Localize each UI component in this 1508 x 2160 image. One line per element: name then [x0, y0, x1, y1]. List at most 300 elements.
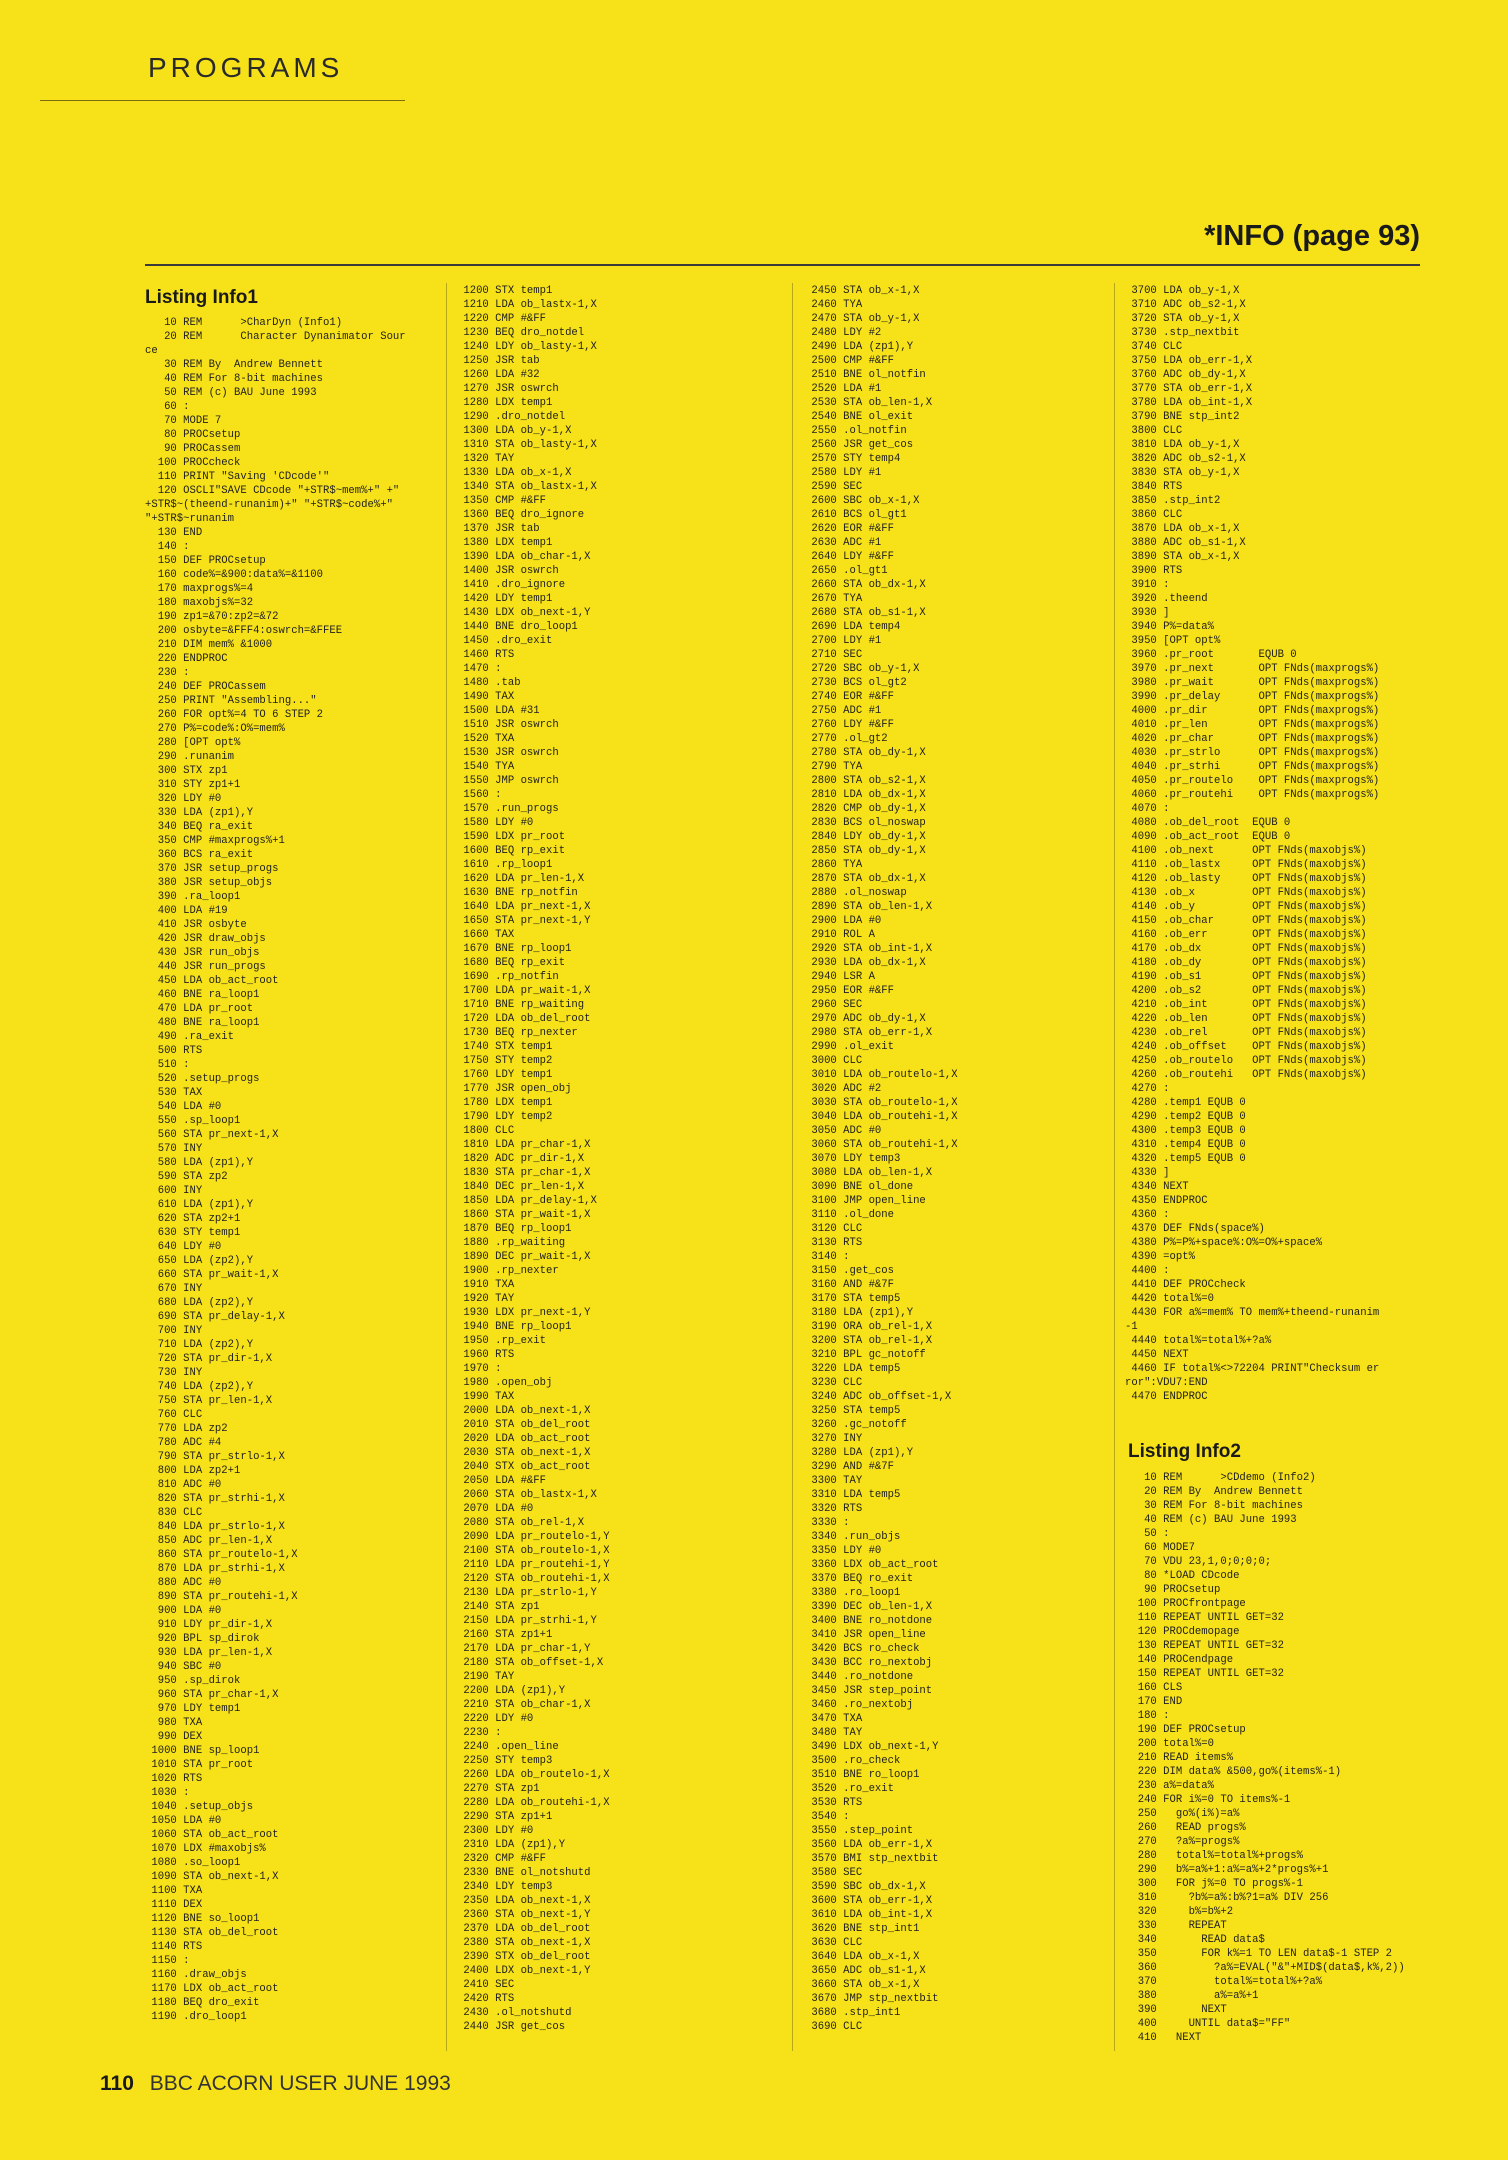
code-line: 4300 .temp3 EQUB 0	[1125, 1125, 1246, 1137]
code-line: 3820 ADC ob_s2-1,X	[1125, 453, 1246, 465]
code-line: 1490 TAX	[457, 691, 515, 703]
code-line: 4000 .pr_dir OPT FNds(maxprogs%)	[1125, 705, 1380, 717]
code-line: 4080 .ob_del_root EQUB 0	[1125, 817, 1291, 829]
code-line: 100 PROCcheck	[145, 457, 241, 469]
code-line: 1710 BNE rp_waiting	[457, 999, 585, 1011]
code-line: 2270 STA zp1	[457, 1783, 540, 1795]
code-line: 760 CLC	[145, 1409, 203, 1421]
listing1-title: Listing Info1	[145, 287, 258, 308]
code-line: 1900 .rp_nexter	[457, 1265, 559, 1277]
code-line: 120 OSCLI"SAVE CDcode "+STR$~mem%+" +"	[145, 485, 400, 497]
code-line: 350 CMP #maxprogs%+1	[145, 835, 285, 847]
code-line: 1030 :	[145, 1787, 190, 1799]
code-line: 1020 RTS	[145, 1773, 203, 1785]
code-line: 710 LDA (zp2),Y	[145, 1339, 254, 1351]
code-line: 3710 ADC ob_s2-1,X	[1125, 299, 1246, 311]
code-line: 700 INY	[145, 1325, 203, 1337]
code-line: 540 LDA #0	[145, 1101, 222, 1113]
code-line: 1800 CLC	[457, 1125, 515, 1137]
code-line: 970 LDY temp1	[145, 1703, 241, 1715]
code-line: 3610 LDA ob_int-1,X	[805, 1909, 933, 1921]
code-line: 4110 .ob_lastx OPT FNds(maxobjs%)	[1125, 859, 1367, 871]
code-line: 1960 RTS	[457, 1349, 515, 1361]
code-line: 30 REM By Andrew Bennett	[145, 359, 324, 371]
code-line: 230 a%=data%	[1125, 1780, 1215, 1792]
code-line: 1200 STX temp1	[457, 285, 553, 297]
code-line: 2900 LDA #0	[805, 915, 882, 927]
code-line: 1670 BNE rp_loop1	[457, 943, 572, 955]
code-line: 10 REM >CharDyn (Info1)	[145, 317, 343, 329]
code-line: 860 STA pr_routelo-1,X	[145, 1549, 298, 1561]
code-line: 720 STA pr_dir-1,X	[145, 1353, 273, 1365]
code-line: 3470 TXA	[805, 1713, 863, 1725]
code-line: 1360 BEQ dro_ignore	[457, 509, 585, 521]
code-line: 820 STA pr_strhi-1,X	[145, 1493, 285, 1505]
code-line: 380 a%=a%+1	[1125, 1990, 1259, 2002]
code-line: 3050 ADC #0	[805, 1125, 882, 1137]
code-line: 2740 EOR #&FF	[805, 691, 895, 703]
code-line: 240 FOR i%=0 TO items%-1	[1125, 1794, 1291, 1806]
code-line: 1780 LDX temp1	[457, 1097, 553, 1109]
code-line: 3250 STA temp5	[805, 1405, 901, 1417]
code-line: 2000 LDA ob_next-1,X	[457, 1405, 591, 1417]
code-line: 1940 BNE rp_loop1	[457, 1321, 572, 1333]
code-line: 3490 LDX ob_next-1,Y	[805, 1741, 939, 1753]
code-line: 130 END	[145, 527, 203, 539]
code-line: 3450 JSR step_point	[805, 1685, 933, 1697]
code-line: 3040 LDA ob_routehi-1,X	[805, 1111, 958, 1123]
code-line: 3980 .pr_wait OPT FNds(maxprogs%)	[1125, 677, 1380, 689]
code-line: 240 DEF PROCassem	[145, 681, 266, 693]
code-line: 510 :	[145, 1059, 190, 1071]
code-line: 1560 :	[457, 789, 502, 801]
code-line: 3910 :	[1125, 579, 1170, 591]
code-line: 110 REPEAT UNTIL GET=32	[1125, 1612, 1284, 1624]
code-line: 830 CLC	[145, 1507, 203, 1519]
code-line: 180 maxobjs%=32	[145, 597, 254, 609]
code-line: 1410 .dro_ignore	[457, 579, 566, 591]
code-line: 3100 JMP open_line	[805, 1195, 926, 1207]
code-line: 4450 NEXT	[1125, 1349, 1189, 1361]
code-line: 3670 JMP stp_nextbit	[805, 1993, 939, 2005]
code-line: 2720 SBC ob_y-1,X	[805, 663, 920, 675]
code-line: 1690 .rp_notfin	[457, 971, 559, 983]
code-line: 3390 DEC ob_len-1,X	[805, 1601, 933, 1613]
code-line: 2540 BNE ol_exit	[805, 411, 914, 423]
code-line: 80 PROCsetup	[145, 429, 241, 441]
code-line: 4100 .ob_next OPT FNds(maxobjs%)	[1125, 845, 1367, 857]
code-line: 160 CLS	[1125, 1682, 1183, 1694]
code-line: 1290 .dro_notdel	[457, 411, 566, 423]
code-line: 870 LDA pr_strhi-1,X	[145, 1563, 285, 1575]
code-line: 3010 LDA ob_routelo-1,X	[805, 1069, 958, 1081]
code-line: 2440 JSR get_cos	[457, 2021, 566, 2033]
code-line: 2830 BCS ol_noswap	[805, 817, 926, 829]
code-line: 3060 STA ob_routehi-1,X	[805, 1139, 958, 1151]
code-line: 4350 ENDPROC	[1125, 1195, 1208, 1207]
code-line: 1620 LDA pr_len-1,X	[457, 873, 585, 885]
code-line: 190 DEF PROCsetup	[1125, 1724, 1246, 1736]
code-line: 4150 .ob_char OPT FNds(maxobjs%)	[1125, 915, 1367, 927]
code-line: +STR$~(theend-runanim)+" "+STR$~code%+"	[145, 499, 393, 511]
code-line: 2820 CMP ob_dy-1,X	[805, 803, 926, 815]
code-line: 3020 ADC #2	[805, 1083, 882, 1095]
code-line: 2660 STA ob_dx-1,X	[805, 579, 926, 591]
code-line: 280 [OPT opt%	[145, 737, 241, 749]
code-line: 2120 STA ob_routehi-1,X	[457, 1573, 610, 1585]
code-line: 4010 .pr_len OPT FNds(maxprogs%)	[1125, 719, 1380, 731]
code-line: 3150 .get_cos	[805, 1265, 895, 1277]
code-line: 4310 .temp4 EQUB 0	[1125, 1139, 1246, 1151]
code-line: 4190 .ob_s1 OPT FNds(maxobjs%)	[1125, 971, 1367, 983]
code-line: 4340 NEXT	[1125, 1181, 1189, 1193]
code-line: 3900 RTS	[1125, 565, 1183, 577]
code-line: 790 STA pr_strlo-1,X	[145, 1451, 285, 1463]
code-line: 1720 LDA ob_del_root	[457, 1013, 591, 1025]
code-line: 2110 LDA pr_routehi-1,Y	[457, 1559, 610, 1571]
code-line: 1640 LDA pr_next-1,X	[457, 901, 591, 913]
code-line: 3990 .pr_delay OPT FNds(maxprogs%)	[1125, 691, 1380, 703]
code-line: 1250 JSR tab	[457, 355, 540, 367]
code-line: 260 READ progs%	[1125, 1822, 1246, 1834]
code-line: 2950 EOR #&FF	[805, 985, 895, 997]
code-line: 670 INY	[145, 1283, 203, 1295]
code-line: 300 STX zp1	[145, 765, 228, 777]
code-line: 940 SBC #0	[145, 1661, 222, 1673]
code-line: 4160 .ob_err OPT FNds(maxobjs%)	[1125, 929, 1367, 941]
code-line: 2890 STA ob_len-1,X	[805, 901, 933, 913]
code-line: 210 DIM mem% &1000	[145, 639, 273, 651]
code-line: 990 DEX	[145, 1731, 203, 1743]
code-line: 3260 .gc_notoff	[805, 1419, 907, 1431]
code-line: 810 ADC #0	[145, 1479, 222, 1491]
code-line: 3940 P%=data%	[1125, 621, 1215, 633]
code-line: 610 LDA (zp1),Y	[145, 1199, 254, 1211]
code-line: 1470 :	[457, 663, 502, 675]
code-line: 2870 STA ob_dx-1,X	[805, 873, 926, 885]
code-line: 3690 CLC	[805, 2021, 863, 2033]
code-line: 330 REPEAT	[1125, 1920, 1227, 1932]
code-line: 4320 .temp5 EQUB 0	[1125, 1153, 1246, 1165]
code-line: 1510 JSR oswrch	[457, 719, 559, 731]
code-line: 1210 LDA ob_lastx-1,X	[457, 299, 597, 311]
code-line: 2710 SEC	[805, 649, 863, 661]
code-line: 110 PRINT "Saving 'CDcode'"	[145, 471, 330, 483]
code-line: 3420 BCS ro_check	[805, 1643, 920, 1655]
code-line: 3220 LDA temp5	[805, 1363, 901, 1375]
code-line: 340 READ data$	[1125, 1934, 1265, 1946]
code-line: 3870 LDA ob_x-1,X	[1125, 523, 1240, 535]
code-line: 3160 AND #&7F	[805, 1279, 895, 1291]
code-line: 2050 LDA #&FF	[457, 1475, 547, 1487]
code-line: 1150 :	[145, 1955, 190, 1967]
code-line: 4270 :	[1125, 1083, 1170, 1095]
code-line: 3920 .theend	[1125, 593, 1208, 605]
code-line: 3890 STA ob_x-1,X	[1125, 551, 1240, 563]
code-line: -1	[1125, 1321, 1138, 1333]
code-line: 390 .ra_loop1	[145, 891, 241, 903]
code-line: 3600 STA ob_err-1,X	[805, 1895, 933, 1907]
code-line: 420 JSR draw_objs	[145, 933, 266, 945]
code-line: 1660 TAX	[457, 929, 515, 941]
code-line: 1060 STA ob_act_root	[145, 1829, 279, 1841]
code-line: 900 LDA #0	[145, 1605, 222, 1617]
code-line: 3780 LDA ob_int-1,X	[1125, 397, 1253, 409]
code-line: 1190 .dro_loop1	[145, 2011, 247, 2023]
code-line: 600 INY	[145, 1185, 203, 1197]
code-line: 4330 ]	[1125, 1167, 1170, 1179]
code-line: 1840 DEC pr_len-1,X	[457, 1181, 585, 1193]
code-line: 400 LDA #19	[145, 905, 228, 917]
code-line: 320 LDY #0	[145, 793, 222, 805]
code-line: 4290 .temp2 EQUB 0	[1125, 1111, 1246, 1123]
code-line: 3380 .ro_loop1	[805, 1587, 901, 1599]
code-line: 3340 .run_objs	[805, 1531, 901, 1543]
code-line: 2170 LDA pr_char-1,Y	[457, 1643, 591, 1655]
code-line: 2430 .ol_notshutd	[457, 2007, 572, 2019]
code-line: 920 BPL sp_dirok	[145, 1633, 260, 1645]
code-line: 200 total%=0	[1125, 1738, 1215, 1750]
code-line: 2130 LDA pr_strlo-1,Y	[457, 1587, 597, 1599]
code-line: 360 ?a%=EVAL("&"+MID$(data$,k%,2))	[1125, 1962, 1405, 1974]
code-line: 1220 CMP #&FF	[457, 313, 547, 325]
code-line: 2310 LDA (zp1),Y	[457, 1839, 566, 1851]
code-line: 3330 :	[805, 1517, 850, 1529]
code-line: 200 osbyte=&FFF4:oswrch=&FFEE	[145, 625, 343, 637]
code-line: 680 LDA (zp2),Y	[145, 1297, 254, 1309]
code-line: 370 total%=total%+?a%	[1125, 1976, 1323, 1988]
code-line: ror":VDU7:END	[1125, 1377, 1208, 1389]
code-line: 3730 .stp_nextbit	[1125, 327, 1240, 339]
code-line: 170 END	[1125, 1696, 1183, 1708]
code-line: 2220 LDY #0	[457, 1713, 534, 1725]
code-line: 1000 BNE sp_loop1	[145, 1745, 260, 1757]
code-line: 1100 TXA	[145, 1885, 203, 1897]
code-line: 4030 .pr_strlo OPT FNds(maxprogs%)	[1125, 747, 1380, 759]
code-line: 520 .setup_progs	[145, 1073, 260, 1085]
code-line: 3590 SBC ob_dx-1,X	[805, 1881, 926, 1893]
code-line: 3840 RTS	[1125, 481, 1183, 493]
code-line: 1400 JSR oswrch	[457, 565, 559, 577]
code-line: 3240 ADC ob_offset-1,X	[805, 1391, 952, 1403]
code-line: 250 PRINT "Assembling..."	[145, 695, 317, 707]
code-line: 1380 LDX temp1	[457, 537, 553, 549]
code-line: 60 MODE7	[1125, 1542, 1195, 1554]
code-line: 2180 STA ob_offset-1,X	[457, 1657, 604, 1669]
code-line: 3960 .pr_root EQUB 0	[1125, 649, 1297, 661]
code-line: 4090 .ob_act_root EQUB 0	[1125, 831, 1291, 843]
code-line: "+STR$~runanim	[145, 513, 235, 525]
code-line: 1590 LDX pr_root	[457, 831, 566, 843]
code-line: 2980 STA ob_err-1,X	[805, 1027, 933, 1039]
code-line: 50 REM (c) BAU June 1993	[145, 387, 317, 399]
code-line: 2960 SEC	[805, 999, 863, 1011]
code-line: 2690 LDA temp4	[805, 621, 901, 633]
code-line: 2090 LDA pr_routelo-1,Y	[457, 1531, 610, 1543]
code-line: 1430 LDX ob_next-1,Y	[457, 607, 591, 619]
code-line: 380 JSR setup_objs	[145, 877, 273, 889]
code-line: 3630 CLC	[805, 1937, 863, 1949]
code-line: 1700 LDA pr_wait-1,X	[457, 985, 591, 997]
code-line: 440 JSR run_progs	[145, 961, 266, 973]
code-line: 160 code%=&900:data%=&1100	[145, 569, 324, 581]
code-line: 360 BCS ra_exit	[145, 849, 254, 861]
code-line: 1070 LDX #maxobjs%	[145, 1843, 266, 1855]
code-line: 2810 LDA ob_dx-1,X	[805, 789, 926, 801]
code-line: 770 LDA zp2	[145, 1423, 228, 1435]
code-column-2	[457, 284, 747, 2084]
code-line: 750 STA pr_len-1,X	[145, 1395, 273, 1407]
code-line: 2030 STA ob_next-1,X	[457, 1447, 591, 1459]
code-line: 1090 STA ob_next-1,X	[145, 1871, 279, 1883]
code-line: 370 JSR setup_progs	[145, 863, 279, 875]
code-line: 1170 LDX ob_act_root	[145, 1983, 279, 1995]
code-line: 3140 :	[805, 1251, 850, 1263]
code-line: 1730 BEQ rp_nexter	[457, 1027, 578, 1039]
code-line: 3800 CLC	[1125, 425, 1183, 437]
code-line: 4460 IF total%<>72204 PRINT"Checksum er	[1125, 1363, 1380, 1375]
code-line: 2380 STA ob_next-1,X	[457, 1937, 591, 1949]
code-line: 3790 BNE stp_int2	[1125, 411, 1240, 423]
code-line: 290 b%=a%+1:a%=a%+2*progs%+1	[1125, 1864, 1329, 1876]
code-line: 1540 TYA	[457, 761, 515, 773]
code-line: 690 STA pr_delay-1,X	[145, 1311, 285, 1323]
code-line: ce	[145, 345, 158, 357]
code-line: 4020 .pr_char OPT FNds(maxprogs%)	[1125, 733, 1380, 745]
code-line: 2560 JSR get_cos	[805, 439, 914, 451]
code-line: 2150 LDA pr_strhi-1,Y	[457, 1615, 597, 1627]
code-line: 1370 JSR tab	[457, 523, 540, 535]
code-line: 1820 ADC pr_dir-1,X	[457, 1153, 585, 1165]
code-line: 640 LDY #0	[145, 1241, 222, 1253]
code-line: 2300 LDY #0	[457, 1825, 534, 1837]
code-line: 2500 CMP #&FF	[805, 355, 895, 367]
code-line: 2550 .ol_notfin	[805, 425, 907, 437]
code-line: 40 REM (c) BAU June 1993	[1125, 1514, 1297, 1526]
code-line: 4040 .pr_strhi OPT FNds(maxprogs%)	[1125, 761, 1380, 773]
code-line: 220 DIM data% &500,go%(items%-1)	[1125, 1766, 1342, 1778]
code-line: 50 :	[1125, 1528, 1170, 1540]
code-line: 310 ?b%=a%:b%?1=a% DIV 256	[1125, 1892, 1329, 1904]
code-line: 1500 LDA #31	[457, 705, 540, 717]
code-line: 2580 LDY #1	[805, 467, 882, 479]
code-line: 1550 JMP oswrch	[457, 775, 559, 787]
code-line: 3880 ADC ob_s1-1,X	[1125, 537, 1246, 549]
code-line: 1110 DEX	[145, 1899, 203, 1911]
code-line: 120 PROCdemopage	[1125, 1626, 1240, 1638]
code-line: 4170 .ob_dx OPT FNds(maxobjs%)	[1125, 943, 1367, 955]
code-line: 4230 .ob_rel OPT FNds(maxobjs%)	[1125, 1027, 1367, 1039]
code-line: 3700 LDA ob_y-1,X	[1125, 285, 1240, 297]
code-line: 4410 DEF PROCcheck	[1125, 1279, 1246, 1291]
code-line: 2850 STA ob_dy-1,X	[805, 845, 926, 857]
code-line: 1230 BEQ dro_notdel	[457, 327, 585, 339]
code-line: 2470 STA ob_y-1,X	[805, 313, 920, 325]
code-column-3	[805, 284, 1095, 2084]
code-line: 910 LDY pr_dir-1,X	[145, 1619, 273, 1631]
code-line: 2160 STA zp1+1	[457, 1629, 553, 1641]
code-line: 1480 .tab	[457, 677, 521, 689]
code-line: 3650 ADC ob_s1-1,X	[805, 1965, 926, 1977]
code-line: 550 .sp_loop1	[145, 1115, 241, 1127]
code-line: 2100 STA ob_routelo-1,X	[457, 1545, 610, 1557]
code-line: 2040 STX ob_act_root	[457, 1461, 591, 1473]
page-number: 110	[100, 2072, 134, 2095]
code-line: 3430 BCC ro_nextobj	[805, 1657, 933, 1669]
code-line: 2840 LDY ob_dy-1,X	[805, 831, 926, 843]
code-line: 660 STA pr_wait-1,X	[145, 1269, 279, 1281]
code-line: 1520 TXA	[457, 733, 515, 745]
code-line: 1330 LDA ob_x-1,X	[457, 467, 572, 479]
code-line: 1770 JSR open_obj	[457, 1083, 572, 1095]
code-line: 4370 DEF FNds(space%)	[1125, 1223, 1265, 1235]
code-line: 1530 JSR oswrch	[457, 747, 559, 759]
code-line: 2370 LDA ob_del_root	[457, 1923, 591, 1935]
code-line: 1440 BNE dro_loop1	[457, 621, 578, 633]
code-line: 3110 .ol_done	[805, 1209, 895, 1221]
code-line: 1140 RTS	[145, 1941, 203, 1953]
code-line: 2200 LDA (zp1),Y	[457, 1685, 566, 1697]
code-line: 3120 CLC	[805, 1223, 863, 1235]
code-line: 2020 LDA ob_act_root	[457, 1433, 591, 1445]
code-line: 2990 .ol_exit	[805, 1041, 895, 1053]
publication-name: BBC ACORN USER JUNE 1993	[149, 2072, 451, 2095]
code-line: 90 PROCsetup	[1125, 1584, 1221, 1596]
code-line: 1350 CMP #&FF	[457, 495, 547, 507]
code-line: 3000 CLC	[805, 1055, 863, 1067]
code-line: 4360 :	[1125, 1209, 1170, 1221]
code-line: 930 LDA pr_len-1,X	[145, 1647, 273, 1659]
code-line: 730 INY	[145, 1367, 203, 1379]
code-line: 950 .sp_dirok	[145, 1675, 241, 1687]
code-line: 3830 STA ob_y-1,X	[1125, 467, 1240, 479]
code-line: 1790 LDY temp2	[457, 1111, 553, 1123]
code-line: 2640 LDY #&FF	[805, 551, 895, 563]
code-line: 3540 :	[805, 1811, 850, 1823]
column-rule	[1114, 283, 1115, 2051]
code-line: 3750 LDA ob_err-1,X	[1125, 355, 1253, 367]
code-line: 2570 STY temp4	[805, 453, 901, 465]
code-line: 3770 STA ob_err-1,X	[1125, 383, 1253, 395]
code-line: 1310 STA ob_lasty-1,X	[457, 439, 597, 451]
code-line: 1010 STA pr_root	[145, 1759, 254, 1771]
code-line: 140 :	[145, 541, 190, 553]
code-line: 210 READ items%	[1125, 1752, 1234, 1764]
code-line: 460 BNE ra_loop1	[145, 989, 260, 1001]
code-line: 2490 LDA (zp1),Y	[805, 341, 914, 353]
code-line: 130 REPEAT UNTIL GET=32	[1125, 1640, 1284, 1652]
code-line: 740 LDA (zp2),Y	[145, 1381, 254, 1393]
code-line: 1740 STX temp1	[457, 1041, 553, 1053]
code-line: 90 PROCassem	[145, 443, 241, 455]
code-line: 4220 .ob_len OPT FNds(maxobjs%)	[1125, 1013, 1367, 1025]
code-line: 2330 BNE ol_notshutd	[457, 1867, 591, 1879]
code-line: 1830 STA pr_char-1,X	[457, 1167, 591, 1179]
code-line: 190 zp1=&70:zp2=&72	[145, 611, 279, 623]
section-header: PROGRAMS	[148, 52, 344, 83]
code-line: 2520 LDA #1	[805, 383, 882, 395]
code-column-listing2	[1125, 1471, 1410, 2071]
code-line: 3860 CLC	[1125, 509, 1183, 521]
code-line: 1180 BEQ dro_exit	[145, 1997, 260, 2009]
code-line: 2610 BCS ol_gt1	[805, 509, 907, 521]
info-title: *INFO (page 93)	[1204, 220, 1420, 252]
code-line: 3970 .pr_next OPT FNds(maxprogs%)	[1125, 663, 1380, 675]
code-line: 4240 .ob_offset OPT FNds(maxobjs%)	[1125, 1041, 1367, 1053]
code-line: 2970 ADC ob_dy-1,X	[805, 1013, 926, 1025]
code-line: 3560 LDA ob_err-1,X	[805, 1839, 933, 1851]
code-line: 340 BEQ ra_exit	[145, 821, 254, 833]
